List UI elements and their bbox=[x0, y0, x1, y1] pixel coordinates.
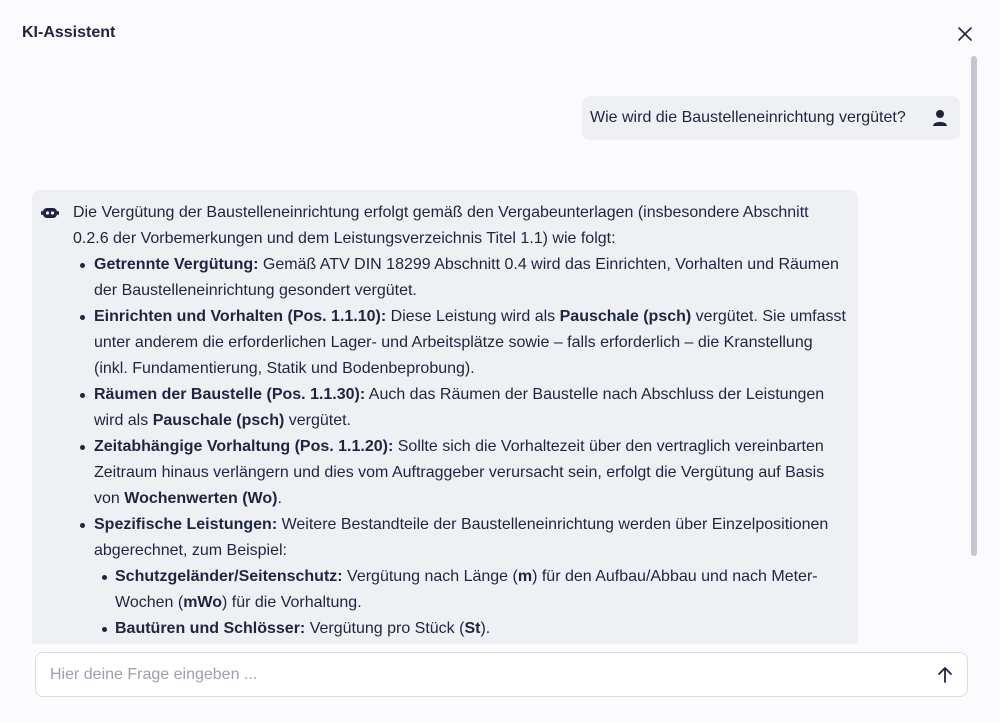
list-item bbox=[73, 382, 848, 434]
item-text: Sollte sich die Vorhaltezeit über den vertraglich vereinbarten Zeitraum hinaus verlängern und dies vom Auftraggeber verursacht sein, erfolgt die Vergütung auf Basis von bbox=[94, 438, 825, 507]
item-label: Einrichten und Vorhalten (Pos. 1.1.10): bbox=[94, 308, 387, 325]
close-icon bbox=[957, 26, 973, 42]
sub-list bbox=[94, 564, 848, 642]
answer-list bbox=[73, 252, 848, 642]
list-item bbox=[73, 512, 848, 642]
item-bold: St bbox=[464, 620, 481, 637]
item-text: Vergütung nach Länge ( bbox=[342, 568, 518, 585]
chat-messages[interactable] bbox=[0, 62, 1000, 644]
panel-title: KI-Assistent bbox=[22, 24, 116, 41]
item-bold: Wochenwerten (Wo) bbox=[124, 490, 278, 507]
question-input[interactable] bbox=[50, 653, 910, 696]
item-label: Getrennte Vergütung: bbox=[94, 256, 259, 273]
arrow-up-icon bbox=[937, 666, 953, 684]
panel-header bbox=[0, 0, 1000, 62]
assistant-intro: Die Vergütung der Baustelleneinrichtung erfolgt gemäß den Vergabeunterlagen (insbesondere Abschnitt 0.2.6 der Vorbemerkungen und dem Leistungsverzeichnis Titel 1.1) wie folgt: bbox=[73, 204, 809, 247]
list-item bbox=[73, 434, 848, 512]
list-item bbox=[73, 252, 848, 304]
question-input-container bbox=[35, 652, 968, 697]
item-text: ) für die Vorhaltung. bbox=[222, 594, 362, 611]
item-label: Räumen der Baustelle (Pos. 1.1.30): bbox=[94, 386, 366, 403]
robot-icon bbox=[40, 203, 60, 223]
item-bold: Pauschale (psch) bbox=[152, 412, 285, 429]
item-text: Gemäß ATV DIN 18299 Abschnitt 0.4 wird das Einrichten, Vorhalten und Räumen der Baustelleneinrichtung gesondert vergütet. bbox=[94, 256, 839, 299]
item-text: . bbox=[277, 490, 282, 507]
item-text: vergütet. Sie umfasst unter anderem die erforderlichen Lager- und Arbeitsplätze sowie – falls erforderlich – die Kranstellung (inkl. Fundamentierung, Statik und Bodenbeprobung). bbox=[94, 308, 846, 377]
item-bold: Pauschale (psch) bbox=[559, 308, 692, 325]
send-button[interactable] bbox=[934, 664, 956, 686]
item-text: Auch das Räumen der Baustelle nach Abschluss der Leistungen wird als bbox=[94, 386, 825, 429]
item-text: Diese Leistung wird als bbox=[386, 308, 560, 325]
sub-list-item bbox=[94, 564, 848, 616]
item-text: Weitere Bestandteile der Baustelleneinrichtung werden über Einzelpositionen abgerechnet, zum Beispiel: bbox=[94, 516, 829, 559]
item-text: Vergütung pro Stück ( bbox=[305, 620, 465, 637]
close-button[interactable] bbox=[953, 22, 977, 46]
item-label: Zeitabhängige Vorhaltung (Pos. 1.1.20): bbox=[94, 438, 394, 455]
item-text: ). bbox=[480, 620, 491, 637]
item-bold: m bbox=[517, 568, 533, 585]
chat-scrollbar[interactable] bbox=[971, 56, 977, 556]
user-message-text: Wie wird die Baustelleneinrichtung vergütet? bbox=[590, 109, 906, 126]
item-label: Schutzgeländer/Seitenschutz: bbox=[115, 568, 343, 585]
item-label: Bautüren und Schlösser: bbox=[115, 620, 306, 637]
user-message bbox=[582, 96, 960, 140]
list-item bbox=[73, 304, 848, 382]
item-text: vergütet. bbox=[284, 412, 351, 429]
item-text: ) für den Aufbau/Abbau und nach Meter-Wochen ( bbox=[115, 568, 818, 611]
item-label: Spezifische Leistungen: bbox=[94, 516, 278, 533]
assistant-message bbox=[32, 190, 858, 644]
user-icon bbox=[930, 108, 950, 128]
item-bold: mWo bbox=[183, 594, 222, 611]
sub-list-item bbox=[94, 616, 848, 642]
